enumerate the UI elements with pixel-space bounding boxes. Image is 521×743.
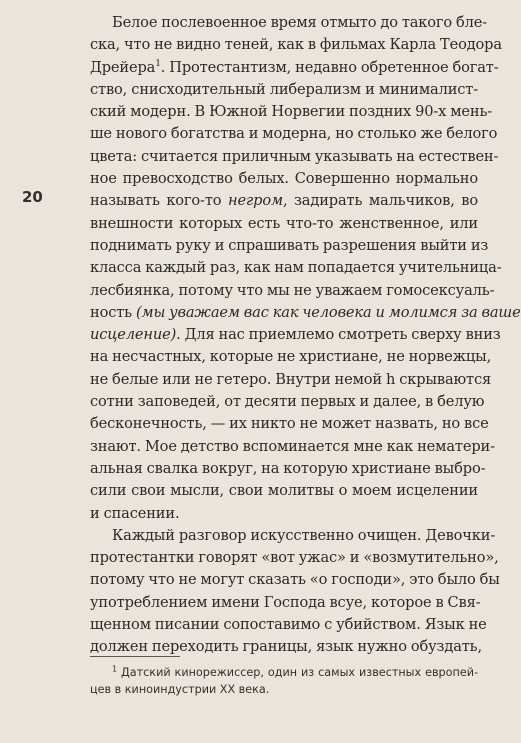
text-line: ска, что не видно теней, как в фильмах Карла Теодора [90, 36, 502, 54]
text-fragment: ность [90, 303, 136, 321]
text-fragment: называть кого-то [90, 192, 228, 210]
text-line: Каждый разговор искусственно очищен. Девочки- [112, 526, 496, 544]
text-line: класса каждый раз, как нам попадается учительница- [90, 259, 502, 277]
text-line: бесконечность, — их никто не может назвать, но все [90, 415, 489, 433]
text-line [90, 324, 501, 346]
text-line: ский модерн. В Южной Норвегии поздних 90-х мень- [90, 103, 493, 121]
footnote-divider [90, 656, 180, 657]
text-line: должен переходить границы, язык нужно обуздать, [90, 638, 482, 656]
footnote-line: цев в киноиндустрии XX века. [90, 683, 270, 696]
text-fragment: , задирать мальчиков, во [282, 192, 478, 210]
text-line: знают. Мое детство вспоминается мне как нематери- [90, 437, 495, 455]
text-fragment: Дрейера [90, 58, 156, 76]
text-fragment: . Для нас приемлемо смотреть сверху вниз [176, 326, 501, 344]
text-line: протестантки говорят «вот ужас» и «возмутительно», [90, 549, 499, 567]
text-line: щенном писании сопоставимо с убийством. Язык не [90, 616, 487, 634]
footnote-text: Датский кинорежиссер, один из самых известных европей- [121, 666, 478, 679]
footnote-marker: 1 [112, 664, 118, 674]
text-line: ше нового богатства и модерна, но столько же белого [90, 125, 498, 143]
footnote-reference[interactable]: 1 [155, 58, 161, 69]
text-line: поднимать руку и спрашивать разрешения выйти из [90, 236, 489, 254]
text-line: и спасении. [90, 504, 180, 522]
text-line: на несчастных, которые не христиане, не норвежцы, [90, 348, 492, 366]
main-text [90, 12, 521, 659]
text-line: потому что не могут сказать «о господи», это было бы [90, 571, 500, 589]
footnote [90, 664, 478, 698]
text-fragment: . Протестантизм, недавно обретенное богат- [160, 58, 499, 76]
text-line: Белое послевоенное время отмыто до такого бле- [112, 14, 488, 31]
text-line: лесбиянка, потому что мы не уважаем гомосексуаль- [90, 281, 495, 299]
text-line: не белые или не гетеро. Внутри немой h скрываются [90, 370, 492, 388]
text-line: альная свалка вокруг, на которую христиане выбро- [90, 459, 486, 477]
text-line: ное превосходство белых. Совершенно нормально [90, 170, 478, 188]
page-number: 20 [22, 188, 43, 206]
italic-word: негром [227, 192, 283, 210]
text-line [90, 190, 478, 212]
text-line: употреблением имени Господа всуе, которое в Свя- [90, 593, 481, 611]
footnote-line [90, 664, 478, 681]
italic-phrase: исцеление) [90, 326, 177, 344]
text-line: сотни заповедей, от десяти первых и далее, в белую [90, 393, 485, 411]
text-line: сили свои мысли, свои молитвы о моем исцелении [90, 482, 478, 500]
text-line [90, 57, 499, 79]
text-line: цвета: считается приличным указывать на естествен- [90, 147, 499, 165]
text-line [90, 302, 521, 324]
text-line: внешности которых есть что-то женственное, или [90, 214, 478, 232]
text-line: ство, снисходительный либерализм и минималист- [90, 80, 478, 98]
italic-phrase: (мы уважаем вас как человека и молимся за ваше [135, 303, 521, 321]
